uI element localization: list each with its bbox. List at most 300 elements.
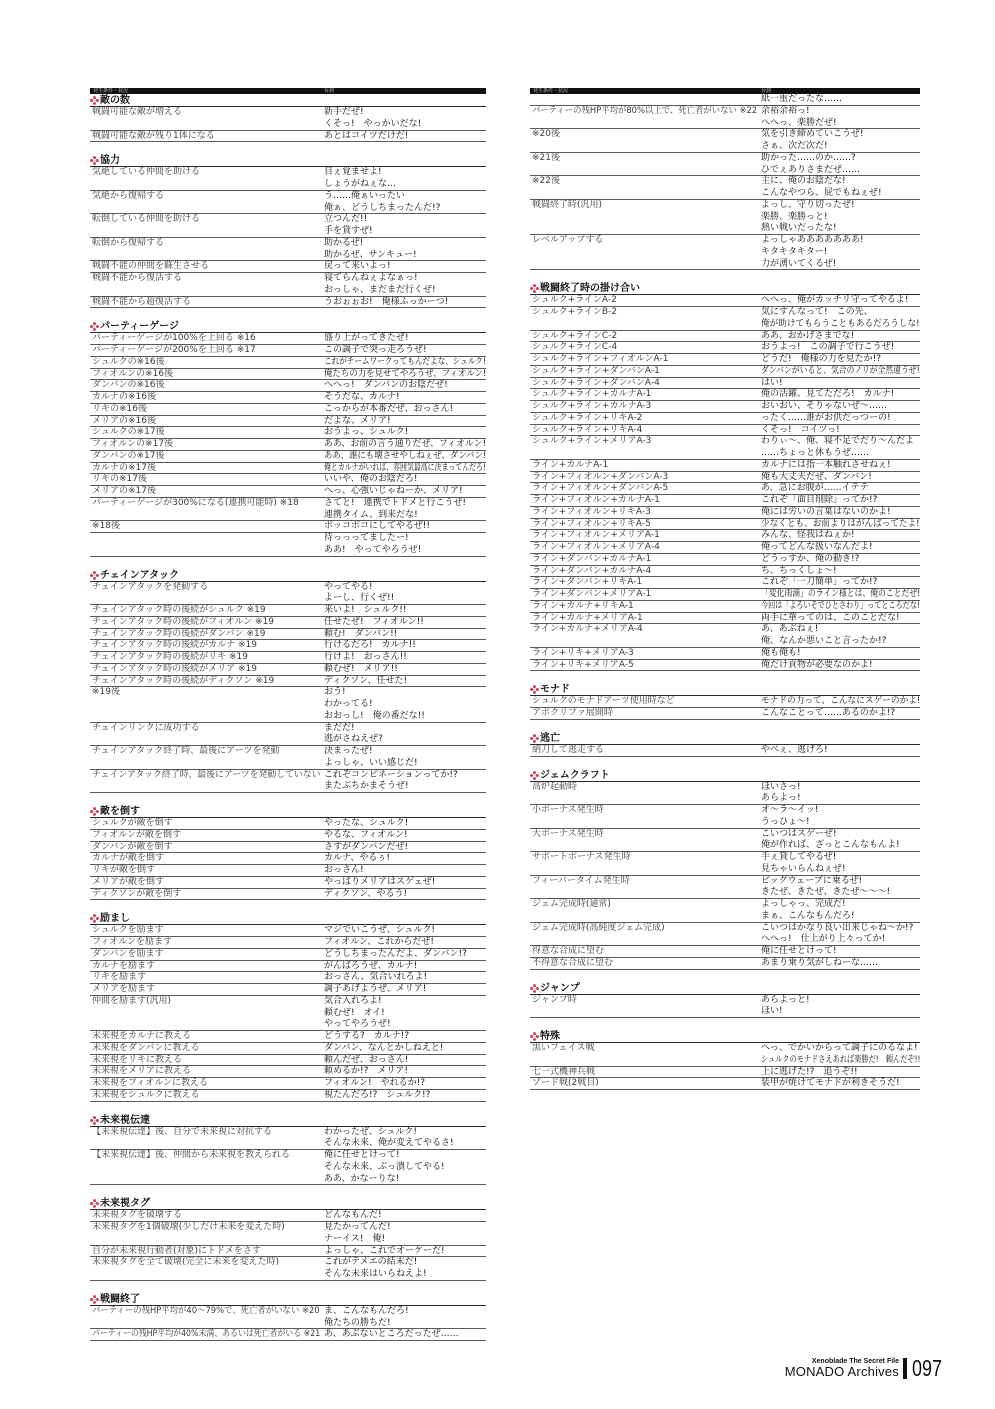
condition-cell [530,852,761,876]
condition-text: 納刀して逃走する [532,744,605,755]
dialogue-section [530,283,920,671]
condition-cell [530,295,761,307]
table-row [530,129,920,153]
condition-text: チェインアタック時の後続がシュルク ※19 [92,605,266,615]
dialogue-cell [324,214,486,238]
dialogue-line: 熱い戦いだったな! [761,223,837,234]
table-row [530,106,920,130]
condition-text: シュルクを励ます [92,925,164,936]
dialogue-line: おいおい、そりゃないぜ〜…… [761,401,888,411]
condition-cell [530,331,761,343]
dialogue-line: さすがダンバンだぜ! [324,841,409,852]
dialogue-line: どうする? カルナ!? [324,1031,410,1041]
dialogue-cell [761,589,920,601]
table-row [90,984,486,996]
dialogue-line: おっさん、気合いれろよ! [324,972,428,983]
condition-cell [530,425,761,437]
condition-cell [90,380,324,392]
dialogue-line: 新手だぜ! [324,107,364,117]
dialogue-line: こんなやつら、屁でもねぇぜ! [761,188,882,198]
condition-cell [90,297,324,309]
table-row [90,723,486,747]
condition-cell [530,94,761,106]
dialogue-cell [761,153,920,177]
dialogue-cell [324,1043,486,1055]
condition-text: ライン+ダンバン+カルナA-1 [532,553,652,564]
condition-cell [90,652,324,664]
table-row [90,746,486,770]
condition-text: 戦闘終了時(汎用) [532,199,603,210]
condition-cell [530,483,761,495]
condition-text: ゾード戦(2戦目) [532,1078,599,1089]
condition-cell [90,617,324,629]
condition-text: チェインアタック時の後続がメリア ※19 [92,663,257,674]
condition-text: メリアが敵を倒す [92,876,165,887]
condition-text: 転倒している仲間を助ける [92,214,201,225]
dialogue-cell [324,333,486,345]
page-number: 097 [912,1355,942,1381]
dialogue-line: 上に逃げた!? 追うぞ!! [761,1066,858,1077]
dialogue-cell [324,652,486,664]
condition-text: レベルアップする [532,235,604,245]
condition-text: ライン+フィオルン+ダンバンA-3 [532,471,669,482]
table-row [90,617,486,629]
table-row [530,995,920,1019]
dialogue-cell [324,865,486,877]
dialogue-line: これがチームワークってもんだよな、シュルク! [324,356,486,367]
dialogue-line: あ、あぶねぇ! [761,624,819,635]
footer-divider [903,1358,907,1379]
table-row [90,853,486,865]
condition-cell [530,542,761,554]
dialogue-cell [761,946,920,958]
condition-cell [530,745,761,757]
condition-cell [90,474,324,486]
table-row [90,629,486,641]
dialogue-line: うっひょ〜! [761,816,810,827]
dialogue-line: きたぜ、きたぜ、きたぜ〜〜〜! [761,887,891,898]
dialogue-line: さてと! 連携でトドメと行こうぜ! [324,497,466,508]
table-row [530,946,920,958]
condition-cell [90,877,324,889]
condition-text: シュルク+ラインB-2 [532,307,618,317]
condition-cell [90,1031,324,1043]
table-row [530,613,920,625]
condition-cell [530,613,761,625]
table-row [530,1043,920,1067]
condition-text: 高炉起動時 [532,781,578,792]
dialogue-cell [324,949,486,961]
dialogue-cell [761,542,920,554]
condition-text: パーティーの残HP平均が40%未満、あるいは死亡者がいる ※21 [92,1329,321,1340]
condition-text: シュルクの※17後 [92,427,165,438]
table-row [90,687,486,722]
condition-text: ダンバンを励ます [92,948,164,959]
dialogue-line: ボッコボコにしてやるぜ!! [324,521,430,532]
dialogue-cell [324,474,486,486]
condition-text: メリアの※16後 [92,415,156,426]
condition-cell [530,307,761,331]
table-row [90,889,486,901]
condition-cell [530,577,761,589]
condition-cell [530,472,761,484]
section-title: 未来視タグ [100,1198,150,1210]
dialogue-line: よっしゃあああああああ! [761,235,864,245]
condition-text: フィオルンを励ます [92,937,173,947]
condition-text: ライン+ダンバン+カルナA-4 [532,565,652,576]
condition-cell [530,829,761,853]
table-row [90,972,486,984]
table-row [530,708,920,720]
dialogue-cell [761,648,920,660]
condition-cell [530,200,761,235]
dialogue-line: 頼んだぜ、おっさん! [324,1054,409,1065]
dialogue-section [530,684,920,720]
section-heading [90,570,486,582]
dialogue-line: 俺に任せとけって! [324,1150,400,1160]
dialogue-cell [324,996,486,1031]
dialogue-line: おうよっ、シュルク! [324,427,409,438]
section-title: 敵の数 [100,95,130,106]
table-row [90,770,486,794]
condition-cell [90,214,324,238]
condition-cell [90,664,324,676]
dialogue-cell [324,1257,486,1281]
dialogue-cell [761,235,920,270]
dialogue-line: へへっ、楽勝だぜ! [761,117,837,128]
dialogue-line: 俺には労いの言葉はないのかよ! [761,506,891,517]
dialogue-cell [324,1066,486,1078]
dialogue-cell [761,460,920,472]
condition-cell [90,1246,324,1258]
dialogue-line: ああ、誰にも壊させやしねぇぜ、ダンバン! [324,450,487,461]
dialogue-cell [761,307,920,331]
table-row [90,1246,486,1258]
section-heading [90,95,486,107]
condition-text: チェインリンクに成功する [92,722,200,733]
table-row [90,877,486,889]
condition-text: チェインアタック時の後続がリキ ※19 [92,652,248,662]
dialogue-line: こいつはスゲーぜ! [761,828,837,839]
condition-text: 未来視をシュルクに教える [92,1089,200,1100]
condition-cell [530,554,761,566]
table-row [90,273,486,297]
dialogue-cell [324,486,486,498]
condition-cell [90,427,324,439]
condition-text: 未来視をメリアに教える [92,1066,192,1077]
condition-cell [530,899,761,923]
dialogue-cell [761,745,920,757]
table-row [90,1210,486,1222]
dialogue-line: 俺だけ貢物が必要なのかよ! [761,659,873,670]
table-row [90,1055,486,1067]
dialogue-line: カルナには指一本触れさせねぇ! [761,459,891,470]
dialogue-cell [761,106,920,130]
condition-text: パーティーの残HP平均が40〜79%で、死亡者がいない ※20 [92,1305,320,1316]
condition-text: ダンバンの※16後 [92,380,165,391]
condition-text: 未来視タグを全て破壊(完全に未来を変えた時) [92,1257,280,1268]
dialogue-line: オ〜ラ〜イッ! [761,805,819,815]
section-title: 特殊 [540,1031,560,1042]
dialogue-cell [761,401,920,413]
dialogue-cell [324,238,486,262]
condition-text: 気絶から復帰する [92,190,165,201]
dialogue-line: あまり乗り気がしねーな…… [761,957,879,968]
table-row [530,1078,920,1090]
table-row [530,342,920,354]
dialogue-cell [324,830,486,842]
table-row [90,439,486,451]
condition-cell [90,1127,324,1151]
table-row [90,214,486,238]
dialogue-line: カルナ、やるぅ! [324,853,390,864]
dialogue-cell [324,746,486,770]
condition-text: リキの※16後 [92,403,147,414]
condition-text: ジェム完成時(高純度ジェム完成) [532,922,665,933]
table-row [90,107,486,131]
dialogue-cell [324,1222,486,1246]
dialogue-cell [324,972,486,984]
condition-text: ライン+フィオルン+メリアA-4 [532,542,660,552]
right-column-sections [530,94,920,1090]
dialogue-cell [324,521,486,533]
condition-cell [90,687,324,722]
dialogue-line: そんな未来、ぶっ潰してやる! [324,1161,445,1172]
section-heading [530,283,920,295]
condition-cell [530,342,761,354]
condition-cell [90,486,324,498]
condition-cell [90,629,324,641]
dialogue-cell [761,129,920,153]
condition-cell [530,519,761,531]
table-row [90,949,486,961]
dialogue-cell [324,853,486,865]
dialogue-cell [324,416,486,428]
dialogue-cell [761,1067,920,1079]
dialogue-line: 紙一重だったな…… [761,94,843,104]
condition-text: メリアの※17後 [92,486,156,496]
dialogue-line: おうよっ! この調子で行こうぜ! [761,342,895,353]
condition-text: ライン+フィオルン+リキA-5 [532,518,651,529]
condition-text: 未来視タグを破壊する [92,1210,183,1221]
table-row [90,1306,486,1330]
table-row [90,676,486,688]
table-row [530,94,920,106]
condition-cell [90,972,324,984]
condition-text: 気絶している仲間を助ける [92,167,201,178]
condition-cell [530,436,761,460]
dialogue-cell [761,389,920,401]
dialogue-cell [324,961,486,973]
condition-cell [90,521,324,533]
dialogue-line: しょうがねぇな… [324,179,397,189]
dialogue-cell [324,842,486,854]
condition-text: ライン+リキ+メリアA-5 [532,659,634,670]
table-row [90,1066,486,1078]
dialogue-line: ひでぇありさまだぜ…… [761,164,861,175]
dialogue-line: 両手に華ってのは、このことだな! [761,612,900,623]
condition-cell [530,413,761,425]
table-row [90,1150,486,1185]
header-dialogue-label: 台詞 [761,88,772,94]
condition-text: シュルク+ライン+ダンバンA-4 [532,377,660,388]
section-bullet-icon [90,1199,99,1208]
dialogue-line: みんな、怪我はねぇか! [761,530,855,541]
table-row [90,333,486,345]
dialogue-line: おっしゃ、まだまだ行くぜ! [324,284,436,295]
dialogue-cell [761,577,920,589]
condition-text: ライン+ダンバン+メリアA-1 [532,589,652,599]
dialogue-line: どうしちまったんだよ、ダンバン!? [324,948,467,959]
dialogue-cell [324,1055,486,1067]
left-column-sections [90,95,486,1341]
condition-cell [90,889,324,901]
dialogue-cell [761,958,920,970]
dialogue-cell [761,1078,920,1090]
table-row [90,652,486,664]
condition-cell [90,582,324,606]
dialogue-line: 待っっってましたー! [324,533,409,543]
dialogue-line: ったく……誰がお供だっつーの! [761,412,891,423]
dialogue-section [530,94,920,270]
table-row [530,378,920,390]
dialogue-line: よーし、行くぜ!! [324,593,395,604]
condition-cell [530,923,761,947]
condition-cell [530,129,761,153]
condition-text: シュルク+ライン+リキA-4 [532,424,643,435]
table-row [530,1067,920,1079]
left-column [90,88,486,1341]
table-row [530,589,920,601]
section-heading [90,321,486,333]
section-heading [530,733,920,745]
table-row [90,498,486,522]
condition-cell [90,961,324,973]
dialogue-line: あ、急にお腹が……イテテ [761,483,869,494]
dialogue-cell [761,601,920,613]
condition-text: 未来視をリキに教える [92,1054,183,1065]
table-row [530,805,920,829]
dialogue-cell [761,554,920,566]
condition-text: シュルクの※16後 [92,356,165,367]
dialogue-line: これぞコンビネーションってか!? [324,769,458,780]
dialogue-line: ああ! やってやろうぜ! [324,544,422,555]
dialogue-section [90,1115,486,1186]
condition-cell [90,818,324,830]
condition-text: ライン+フィオルン+リキA-3 [532,506,651,517]
condition-cell [90,1210,324,1222]
condition-text: リキが敵を倒す [92,865,156,875]
condition-cell [90,1090,324,1102]
condition-cell [530,624,761,648]
dialogue-cell [324,451,486,463]
table-row [90,1222,486,1246]
dialogue-line: あとはコイツだけだ! [324,130,409,141]
dialogue-line: さぁ、次だ次だ! [761,141,828,151]
table-header-bar [90,88,486,94]
condition-cell [90,842,324,854]
condition-text: シュルク+ラインC-4 [532,342,618,353]
dialogue-line: やってやる! [324,581,373,592]
condition-cell [530,235,761,270]
condition-cell [530,495,761,507]
condition-cell [530,176,761,200]
dialogue-cell [324,770,486,794]
dialogue-line: おっさん! [324,865,364,875]
dialogue-line: はい! [761,377,783,388]
dialogue-cell [324,1306,486,1330]
condition-text: リキの※17後 [92,474,147,485]
dialogue-cell [324,392,486,404]
dialogue-section [90,1294,486,1341]
dialogue-section [530,733,920,757]
condition-text: 不得意な合成に望む [532,957,614,968]
dialogue-line: 力が湧いてくるぜ! [761,258,837,269]
dialogue-line: フィオルン! やれるか!? [324,1078,426,1088]
dialogue-line: 俺が作れば、ざっとこんなもんよ! [761,840,900,851]
dialogue-cell [324,889,486,901]
section-bullet-icon [530,284,539,293]
condition-text: 転倒から復帰する [92,237,165,248]
condition-text: チェインアタック時の後続がディクソン ※19 [92,675,275,686]
condition-text: 【未来視伝達】後、仲間から未来視を教えられる [92,1150,291,1160]
condition-cell [530,708,761,720]
condition-text: チェインアタック時の後続がカルナ ※19 [92,640,257,651]
dialogue-cell [324,1329,486,1341]
dialogue-line: 目ぇ覚ませよ! [324,167,382,178]
condition-cell [90,1306,324,1330]
condition-text: シュルク+ライン+リキA-2 [532,412,643,423]
dialogue-cell [324,640,486,652]
section-bullet-icon [530,984,539,993]
table-row [530,295,920,307]
condition-text: ジャンプ時 [532,994,577,1005]
dialogue-cell [761,899,920,923]
table-row [530,577,920,589]
footer-book-title: MONADO Archives [784,1364,899,1379]
condition-text: 小ボーナス発生時 [532,805,604,815]
table-row [90,357,486,369]
dialogue-line: よっしゃ、これでオーケーだ! [324,1245,445,1256]
dialogue-line: そんな未来はいらねえよ! [324,1269,427,1279]
section-title: チェインアタック [100,569,179,581]
dialogue-cell [761,94,920,106]
dialogue-cell [761,472,920,484]
table-row [530,829,920,853]
dialogue-cell [761,413,920,425]
dialogue-line: ほいさっ! [761,781,801,792]
condition-text: 未来視タグを1個破壊(少しだけ未来を変えた時) [92,1222,285,1232]
table-row [90,1329,486,1341]
section-bullet-icon [530,771,539,780]
condition-text: 【未来視伝達】後、自分で未来視に対抗する [92,1126,273,1137]
table-row [530,483,920,495]
dialogue-line: あ、あぶないところだったぜ…… [324,1329,459,1340]
dialogue-cell [761,660,920,672]
condition-cell [90,1222,324,1246]
condition-cell [90,949,324,961]
section-bullet-icon [90,1295,99,1304]
dialogue-cell [324,984,486,996]
condition-text: フィーバータイム発生時 [532,875,630,886]
condition-text: ※22後 [532,176,560,187]
dialogue-line: 気を引き締めていこうぜ! [761,129,864,140]
table-row [530,460,920,472]
table-row [530,307,920,331]
condition-text: ※21後 [532,152,560,163]
condition-cell [90,1257,324,1281]
dialogue-cell [761,331,920,343]
